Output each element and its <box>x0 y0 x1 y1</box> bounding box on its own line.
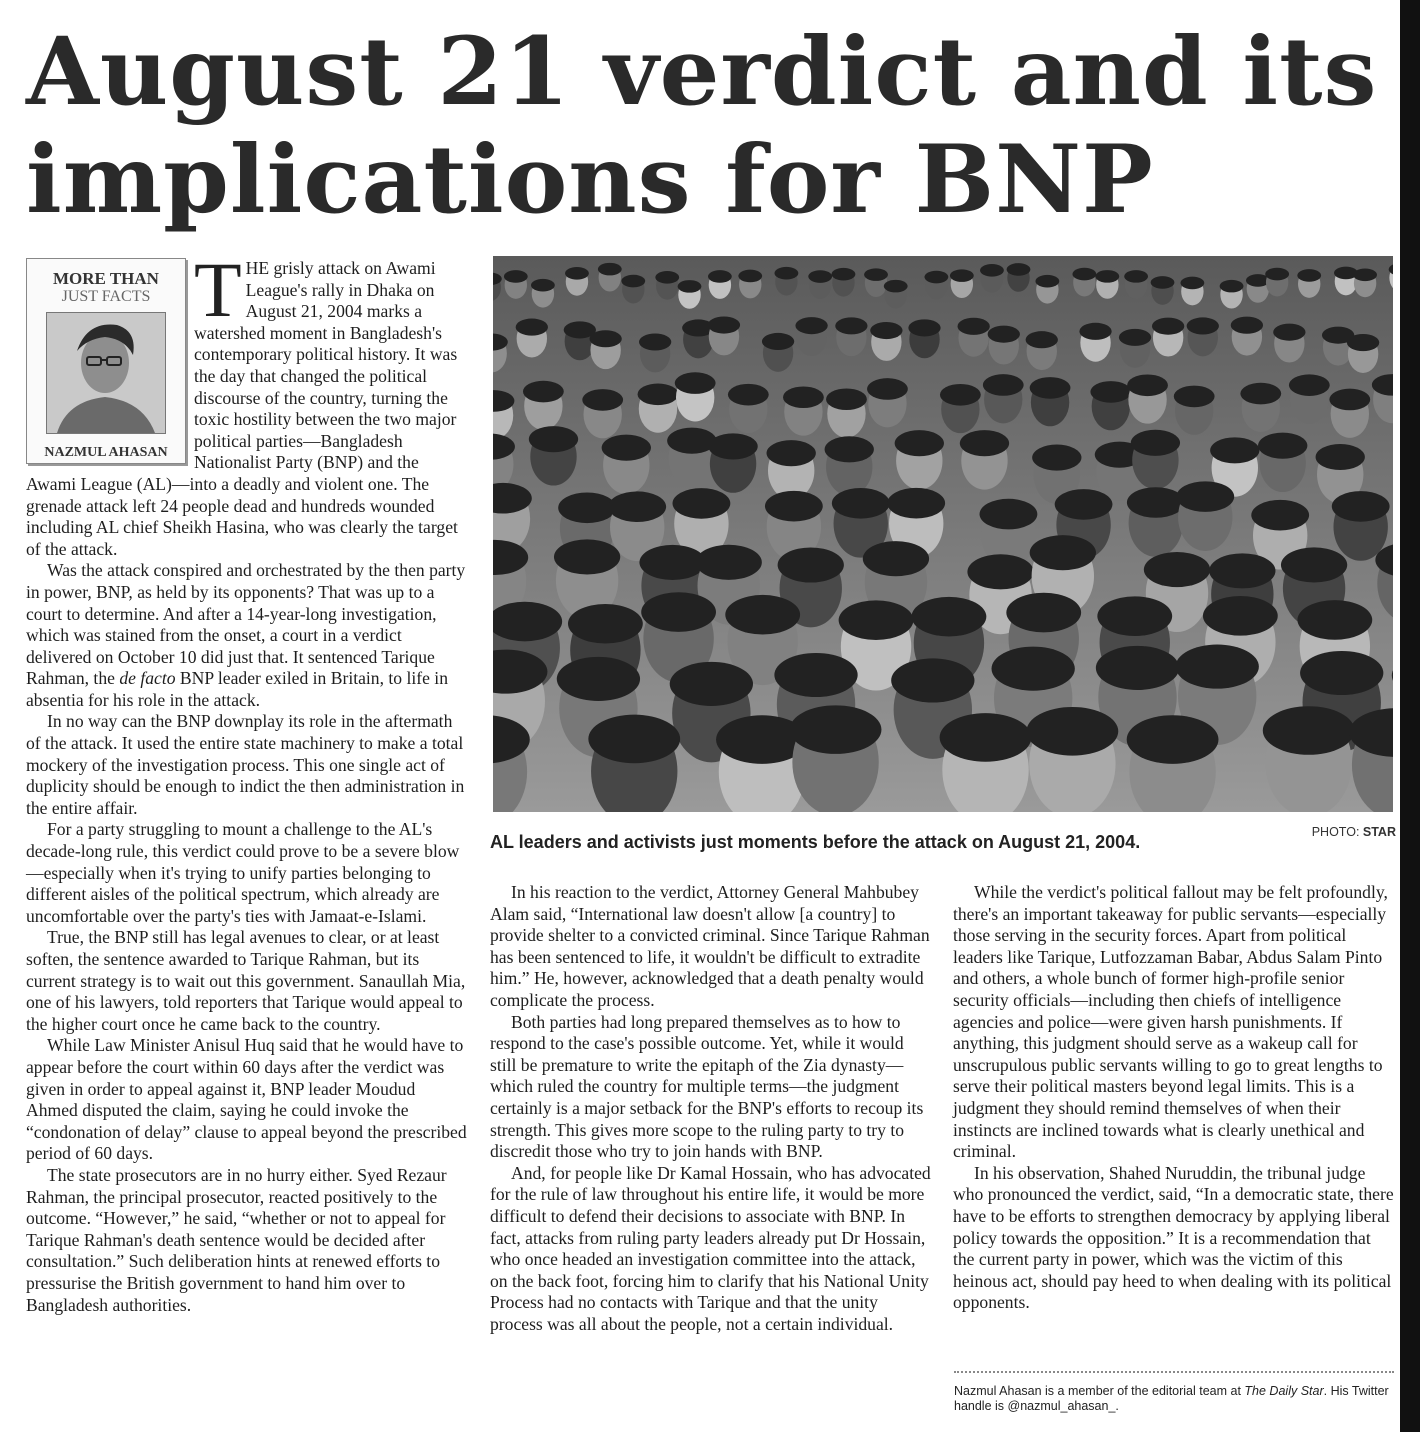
column-title: MORE THAN <box>53 269 159 288</box>
article-paragraph: While the verdict's political fallout may be felt profoundly, there's an important takeaway for public servants—especially those serving in the security forces. Apart from political leaders like Tarique, Lutfozzaman Babar, Abdus Salam Pinto and others, a whole bunch of former high-profile senior security officials—including then chiefs of intelligence agencies and police—were given harsh punishments. If anything, this judgment should serve as a wakeup call for unscrupulous public servants willing to go to great lengths to serve their political masters beyond legal limits. This is a judgment they should remind themselves of when their instincts are inclined towards what is clearly unethical and criminal. <box>953 882 1388 1162</box>
headline: August 21 verdict and its implications for BNP <box>26 17 1378 235</box>
author-portrait <box>46 312 166 434</box>
article-paragraph: True, the BNP still has legal avenues to clear, or at least soften, the sentence awarded to Tarique Rahman, but its current strategy is to wait out this government. Sanaullah Mia, one of his lawyers, told reporters that Tarique would appeal to the higher court once he came back to the country. <box>26 927 466 1034</box>
page-edge-bar <box>1400 0 1420 1432</box>
article-paragraph: Was the attack conspired and orchestrated by the then party in power, BNP, as held by its opponents? That was up to a court to determine. And after a 14-year-long investigation, which was stained from the onset, a court in a verdict delivered on October 10 did just that. It sentenced Tarique Rahman, the de facto BNP leader exiled in Britain, to life in absentia for his role in the attack. <box>26 560 466 710</box>
column-subtitle: JUST FACTS <box>61 288 151 305</box>
rally-photo <box>493 256 1393 812</box>
article-paragraph: In his observation, Shahed Nuruddin, the tribunal judge who pronounced the verdict, said, “In a democratic state, there have to be efforts to strengthen democracy by applying liberal policy towards the opposition.” It is a recommendation that the current party in power, which was the victim of this heinous act, should pay heed to when dealing with its political opponents. <box>953 1162 1394 1313</box>
author-portrait-image <box>47 313 165 433</box>
author-bio: Nazmul Ahasan is a member of the editorial team at The Daily Star. His Twitter handle is @nazmul_ahasan_. <box>954 1384 1389 1413</box>
article-paragraph: While Law Minister Anisul Huq said that he would have to appear before the court within 60 days after the verdict was given in order to appeal against it, BNP leader Moudud Ahmed disputed the claim, saying he could invoke the “condonation of delay” clause to appeal beyond the prescribed period of 60 days. <box>26 1035 467 1164</box>
article-paragraph: For a party struggling to mount a challenge to the AL's decade-long rule, this verdict could prove to be a severe blow—especially when it's trying to unify parties belonging to different aisles of the political spectrum, which already are uncomfortable over the party's ties with Jamaat-e-Islami. <box>26 819 460 926</box>
article-paragraph: Both parties had long prepared themselves as to how to respond to the case's possible outcome. Yet, while it would still be premature to write the epitaph of the Zia dynasty—which ruled the country for multiple terms—the judgment certainly is a major setback for the BNP's efforts to recoup its strength. This gives more scope to the ruling party to try to discredit those who try to join hands with BNP. <box>490 1011 924 1162</box>
photo-credit: PHOTO: STAR <box>1311 825 1396 839</box>
drop-cap: T <box>194 246 242 333</box>
article-column-3 <box>953 882 1396 1314</box>
article-column-1 <box>26 246 470 1316</box>
article-paragraph: And, for people like Dr Kamal Hossain, who has advocated for the rule of law throughout his entire life, it would be more difficult to defend their decisions to associate with BNP. In fact, attacks from ruling party leaders already put Dr Hossain, who once headed an investigation committee into the attack, on the back foot, forcing him to clarify that his National Unity Process had no contacts with Tarique and that the unity process was all about the people, not a certain individual. <box>490 1162 931 1334</box>
article-paragraph: The state prosecutors are in no hurry either. Syed Rezaur Rahman, the principal prosecutor, reacted positively to the outcome. “However,” he said, “whether or not to appeal for Tarique Rahman's death sentence would be decided after consultation.” Such deliberation hints at renewed efforts to pressurise the British government to hand him over to Bangladesh authorities. <box>26 1164 447 1315</box>
article-paragraph: THE grisly attack on Awami League's rally in Dhaka on August 21, 2004 marks a watershed moment in Bangladesh's contemporary political history. It was the day that changed the political discourse of the country, turning the toxic hostility between the two major political parties—Bangladesh Nationalist Party (BNP) and the Awami League (AL)—into a deadly and violent one. The grenade attack left 24 people dead and hundreds wounded including AL chief Sheikh Hasina, who was clearly the target of the attack. <box>26 246 458 559</box>
column-author-name: NAZMUL AHASAN <box>44 445 168 460</box>
crowd-photo-image <box>493 256 1393 812</box>
article-paragraph: In his reaction to the verdict, Attorney General Mahbubey Alam said, “International law doesn't allow [a country] to provide shelter to a convicted criminal. Since Tarique Rahman has been sentenced to life, it wouldn't be difficult to extradite him.” He, however, acknowledged that a death penalty would complicate the process. <box>490 882 930 1010</box>
article-paragraph: In no way can the BNP downplay its role in the aftermath of the attack. It used the entire state machinery to make a total mockery of the investigation process. This one single act of duplicity should be enough to indict the then administration in the entire affair. <box>26 711 465 818</box>
photo-caption: AL leaders and activists just moments before the attack on August 21, 2004. <box>490 832 1141 852</box>
column-logo-box <box>26 258 186 464</box>
article-column-2 <box>490 882 932 1335</box>
bio-divider <box>954 1371 1394 1373</box>
